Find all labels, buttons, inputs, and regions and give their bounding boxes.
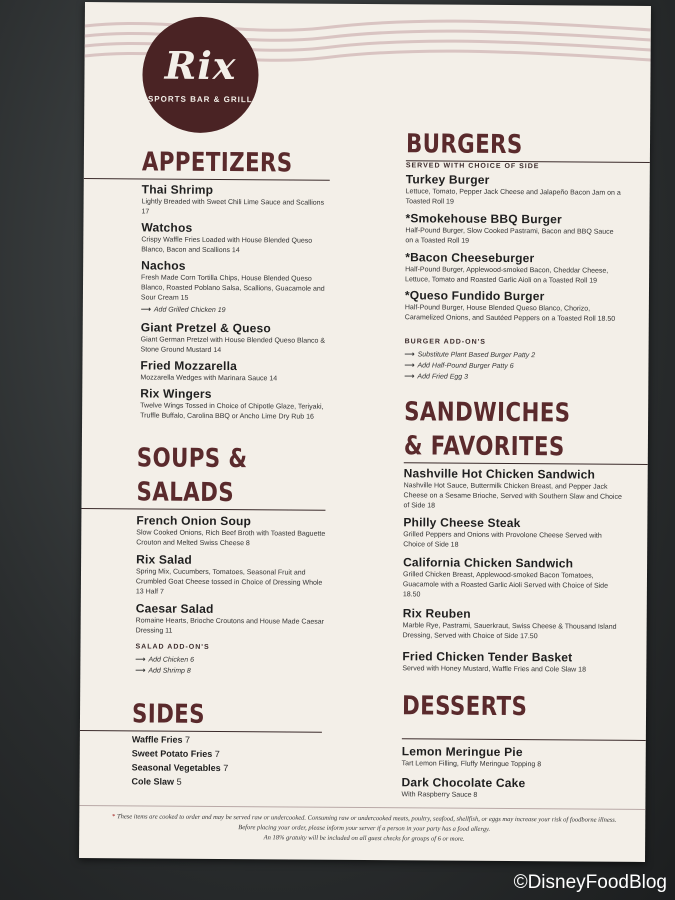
sandwiches-heading-line1: SANDWICHES (404, 397, 571, 429)
menu-item: Giant Pretzel & Queso Giant German Pretzel with House Blended Queso Blanco & Stone Ground Mustard 14 (140, 320, 326, 354)
side-item: Cole Slaw 5 (131, 776, 182, 787)
arrow-icon: ⟶ (404, 351, 415, 359)
side-item: Waffle Fries 7 (131, 734, 191, 745)
addon-item: ⟶ Substitute Plant Based Burger Patty 2 (404, 351, 536, 360)
sandwiches-rule (404, 462, 648, 465)
rix-logo (142, 16, 259, 133)
burgers-heading: BURGERS (405, 129, 523, 161)
arrow-icon: ⟶ (135, 667, 146, 675)
allergy-notice-text: These items are cooked to order and may be served raw or undercooked. Consuming raw or undercooked meats, poultry, seafood, shellfish, or eggs may increase your risk of foodborne illness. Before placing your order, please inform your server if a person in your party has a food allergy. (117, 813, 617, 833)
salad-addons-title: SALAD ADD-ON'S (135, 643, 210, 651)
menu-item: *Smokehouse BBQ Burger Half-Pound Burger, Slow Cooked Pastrami, Bacon and BBQ Sauce on a Toasted Roll 19 (405, 211, 614, 245)
sandwiches-heading-line2: & FAVORITES (403, 431, 565, 463)
addon-item: ⟶ Add Shrimp 8 (135, 667, 191, 675)
addon-item: ⟶ Add Half-Pound Burger Patty 6 (404, 362, 514, 371)
allergy-notice: * These items are cooked to order and may be served raw or undercooked. Consuming raw or undercooked meats, poultry, seafood, shellfish, or eggs may increase your risk of foodborne illness. Before placing your order, please inform your server if a person in your party has a food allergy. An 18% gratuity will be included on all guest checks for groups of 6 or more. (112, 813, 617, 843)
soups-rule (81, 508, 325, 511)
gratuity-notice: An 18% gratuity will be included on all guest checks for groups of 6 or more. (263, 834, 465, 843)
soups-heading-line2: SALADS (136, 477, 235, 509)
menu-item: *Queso Fundido Burger Half-Pound Burger, House Blended Queso Blanco, Chorizo, Caramelized Onions, and Sautéed Peppers on a Toasted Roll 18.50 (404, 288, 616, 323)
burgers-served-note: SERVED WITH CHOICE OF SIDE (405, 162, 540, 171)
soups-heading-line1: SOUPS & (136, 443, 248, 475)
addon-item: ⟶ Add Grilled Chicken 19 (140, 306, 226, 315)
appetizers-heading: APPETIZERS (141, 147, 293, 179)
arrow-icon: ⟶ (140, 306, 151, 314)
menu-item: *Bacon Cheeseburger Half-Pound Burger, Applewood-smoked Bacon, Cheddar Cheese, Lettuce, Tomato and Roasted Garlic Aioli on a Toasted Roll 19 (405, 250, 609, 285)
arrow-icon: ⟶ (135, 656, 146, 664)
menu-item: Watchos Crispy Waffle Fries Loaded with House Blended Queso Blanco, Bacon and Scallions 14 (141, 220, 313, 255)
menu-item: Lemon Meringue Pie Tart Lemon Filling, Fluffy Meringue Topping 8 (401, 744, 542, 769)
menu-item: California Chicken Sandwich Grilled Chicken Breast, Applewood-smoked Bacon Tomatoes, Guacamole with a Roasted Garlic Aioli Served with Choice of Side 18.50 (402, 555, 609, 599)
menu-item: Dark Chocolate Cake With Raspberry Sauce 8 (401, 775, 526, 799)
menu-item: Fried Mozzarella Mozzarella Wedges with Marinara Sauce 14 (140, 358, 278, 383)
logo-name: Rix (164, 42, 237, 89)
side-item: Seasonal Vegetables 7 (131, 762, 229, 774)
menu-item: Turkey Burger Lettuce, Tomato, Pepper Jack Cheese and Jalapeño Bacon Jam on a Toasted Roll 19 (405, 172, 621, 206)
menu-item: Nashville Hot Chicken Sandwich Nashville Hot Sauce, Buttermilk Chicken Breast, and Pepper Jack Cheese on a Sesame Brioche, Served with Southern Slaw and Choice of Side 18 (403, 466, 622, 510)
menu-item: Fried Chicken Tender Basket Served with Honey Mustard, Waffle Fries and Cole Slaw 18 (402, 649, 587, 674)
burger-addons-title: BURGER ADD-ON'S (404, 338, 487, 346)
sides-rule (80, 730, 322, 733)
footer-rule (79, 805, 645, 810)
menu-item: Caesar Salad Romaine Hearts, Brioche Croutons and House Made Caesar Dressing 11 (135, 601, 325, 635)
menu-item: French Onion Soup Slow Cooked Onions, Rich Beef Broth with Toasted Baguette Crouton and Melted Swiss Cheese 8 (136, 513, 326, 548)
menu-item: Thai Shrimp Lightly Breaded with Sweet Chili Lime Sauce and Scallions 17 (141, 182, 325, 216)
appetizers-rule (84, 178, 330, 181)
logo-subtitle: SPORTS BAR & GRILL (147, 94, 253, 105)
addon-item: ⟶ Add Chicken 6 (135, 656, 195, 664)
menu-item: Rix Reuben Marble Rye, Pastrami, Sauerkraut, Swiss Cheese & Thousand Island Dressing, Served with Choice of Side 17.50 (402, 606, 617, 641)
desserts-heading: DESSERTS (401, 691, 528, 723)
menu-item: Philly Cheese Steak Grilled Peppers and Onions with Provolone Cheese Served with Choice of Side 18 (403, 515, 602, 549)
menu-item: Rix Wingers Twelve Wings Tossed in Choice of Chipotle Glaze, Teriyaki, Truffle Buffalo, Carolina BBQ or Ancho Lime Dry Rub 16 (140, 386, 324, 421)
menu-page (79, 2, 651, 862)
side-item: Sweet Potato Fries 7 (131, 748, 220, 759)
desserts-rule (402, 738, 646, 741)
arrow-icon: ⟶ (404, 362, 415, 370)
arrow-icon: ⟶ (404, 373, 415, 381)
addon-item: ⟶ Add Fried Egg 3 (404, 373, 469, 381)
sides-heading: SIDES (131, 699, 206, 730)
menu-item: Rix Salad Spring Mix, Cucumbers, Tomatoes, Seasonal Fruit and Crumbled Goat Cheese tossed in Choice of Dressing Whole 13 Half 7 (135, 552, 323, 596)
watermark: ©DisneyFoodBlog (513, 872, 667, 893)
menu-item: Nachos Fresh Made Corn Tortilla Chips, House Blended Queso Blanco, Roasted Poblano Salsa, Scallions, Guacamole and Sour Cream 15 (140, 258, 325, 302)
